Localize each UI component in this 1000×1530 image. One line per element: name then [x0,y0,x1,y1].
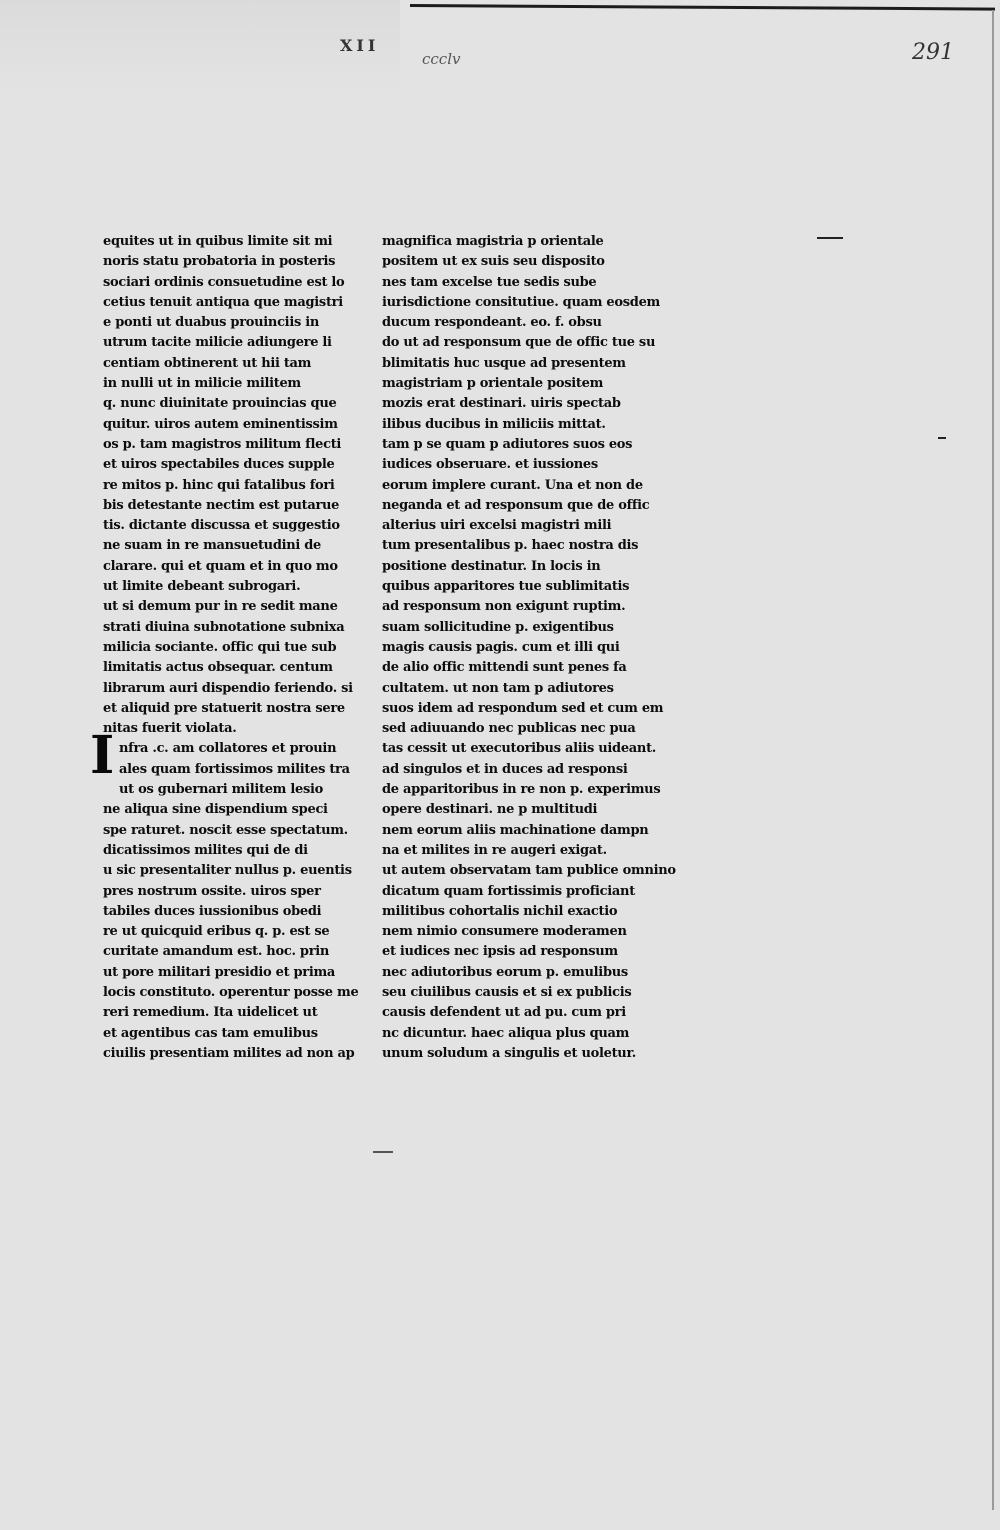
text-line: tis. dictante discussa et suggestio [103,518,340,534]
text-line: alterius uiri excelsi magistri mili [382,518,612,534]
text-line: na et milites in re augeri exigat. [382,842,607,858]
text-line: iudices obseruare. et iussiones [382,457,598,473]
text-line: tabiles duces iussionibus obedi [103,903,322,919]
text-line: de apparitoribus in re non p. experimus [382,782,661,798]
text-line: quitur. uiros autem eminentissim [103,416,338,432]
top-ruling-line [410,4,995,11]
text-line: re mitos p. hinc qui fatalibus fori [103,477,335,493]
text-line: ad singulos et in duces ad responsi [382,761,628,777]
page-edge-line [992,10,994,1510]
text-line: spe raturet. noscit esse spectatum. [103,822,348,838]
text-line: seu ciuilibus causis et si ex publicis [382,984,632,1000]
text-line: neganda et ad responsum que de offic [382,497,650,513]
text-line: ut os gubernari militem lesio [119,782,324,798]
text-line: tas cessit ut executoribus aliis uideant. [382,741,656,757]
text-line: magistriam p orientale positem [382,376,604,392]
text-line: e ponti ut duabus prouinciis in [103,315,319,331]
text-line: nitas fuerit violata. [103,721,237,737]
text-line: strati diuina subnotatione subnixa [103,619,345,635]
text-line: opere destinari. ne p multitudi [382,802,598,818]
text-line: utrum tacite milicie adiungere li [103,335,332,351]
decorated-initial: I [90,725,115,786]
text-line: suam sollicitudine p. exigentibus [382,619,614,635]
text-line: noris statu probatoria in posteris [103,254,336,270]
text-line: ne aliqua sine dispendium speci [103,802,328,818]
text-line: sociari ordinis consuetudine est lo [103,274,345,290]
text-line: os p. tam magistros militum flecti [103,436,342,452]
text-line: nfra .c. am collatores et prouin [119,741,337,757]
text-line: nes tam excelse tue sedis sube [382,274,597,290]
text-line: mozis erat destinari. uiris spectab [382,396,621,412]
text-column-left [103,232,359,1064]
text-line: iurisdictione consitutiue. quam eosdem [382,294,660,310]
text-line: ut autem observatam tam publice omnino [382,863,676,879]
text-line: nec adiutoribus eorum p. emulibus [382,964,628,980]
text-line: librarum auri dispendio feriendo. si [103,680,353,696]
bottom-mark [373,1151,393,1153]
running-head: XII [340,36,380,55]
text-line: positione destinatur. In locis in [382,558,601,574]
text-line: et agentibus cas tam emulibus [103,1025,318,1041]
text-line: reri remedium. Ita uidelicet ut [103,1005,318,1021]
text-line: causis defendent ut ad pu. cum pri [382,1005,626,1021]
text-line: centiam obtinerent ut hii tam [103,355,312,371]
text-line: ales quam fortissimos milites tra [119,761,350,777]
text-line: ut limite debeant subrogari. [103,579,301,595]
text-line: ducum respondeant. eo. f. obsu [382,315,602,331]
folio-number: 291 [912,40,954,65]
text-line: cultatem. ut non tam p adiutores [382,680,614,696]
text-line: et iudices nec ipsis ad responsum [382,944,618,960]
text-line: blimitatis huc usque ad presentem [382,355,626,371]
text-line: ut si demum pur in re sedit mane [103,599,338,615]
text-line: curitate amandum est. hoc. prin [103,944,330,960]
text-line: ut pore militari presidio et prima [103,964,336,980]
text-line: et uiros spectabiles duces supple [103,457,335,473]
text-line: nc dicuntur. haec aliqua plus quam [382,1025,630,1041]
text-line: nem nimio consumere moderamen [382,924,627,940]
margin-mark [817,237,843,239]
text-line: re ut quicquid eribus q. p. est se [103,924,330,940]
text-line: ne suam in re mansuetudini de [103,538,322,554]
text-column-right [382,232,676,1064]
text-line: dicatum quam fortissimis proficiant [382,883,635,899]
text-line: equites ut in quibus limite sit mi [103,234,333,249]
text-line: cetius tenuit antiqua que magistri [103,294,343,310]
text-line: ilibus ducibus in miliciis mittat. [382,416,606,432]
text-line: eorum implere curant. Una et non de [382,477,643,493]
text-line: ciuilis presentiam milites ad non ap [103,1045,355,1061]
text-line: nem eorum aliis machinatione dampn [382,822,649,838]
text-line: in nulli ut in milicie militem [103,376,301,392]
text-line: quibus apparitores tue sublimitatis [382,579,630,595]
text-line: et aliquid pre statuerit nostra sere [103,700,345,716]
running-head-note: ccclv [422,50,461,68]
text-line: positem ut ex suis seu disposito [382,254,605,270]
text-line: clarare. qui et quam et in quo mo [103,558,338,574]
text-line: q. nunc diuinitate prouincias que [103,396,337,412]
margin-mark [938,437,946,439]
text-line: suos idem ad respondum sed et cum em [382,700,664,716]
text-line: limitatis actus obsequar. centum [103,660,333,676]
text-line: militibus cohortalis nichil exactio [382,903,618,919]
text-line: dicatissimos milites qui de di [103,842,308,858]
text-line: unum soludum a singulis et uoletur. [382,1045,637,1061]
text-line: locis constituto. operentur posse me [103,984,359,1000]
text-line: milicia sociante. offic qui tue sub [103,639,337,655]
text-line: ad responsum non exigunt ruptim. [382,599,626,615]
text-line: de alio offic mittendi sunt penes fa [382,660,627,676]
text-line: tam p se quam p adiutores suos eos [382,436,633,452]
text-line: magnifica magistria p orientale [382,234,604,249]
text-line: bis detestante nectim est putarue [103,497,340,513]
text-line: magis causis pagis. cum et illi qui [382,639,620,655]
text-line: u sic presentaliter nullus p. euentis [103,863,352,879]
text-line: tum presentalibus p. haec nostra dis [382,538,639,554]
text-line: do ut ad responsum que de offic tue su [382,335,656,351]
text-line: pres nostrum ossite. uiros sper [103,883,321,899]
text-line: sed adiuuando nec publicas nec pua [382,721,636,737]
